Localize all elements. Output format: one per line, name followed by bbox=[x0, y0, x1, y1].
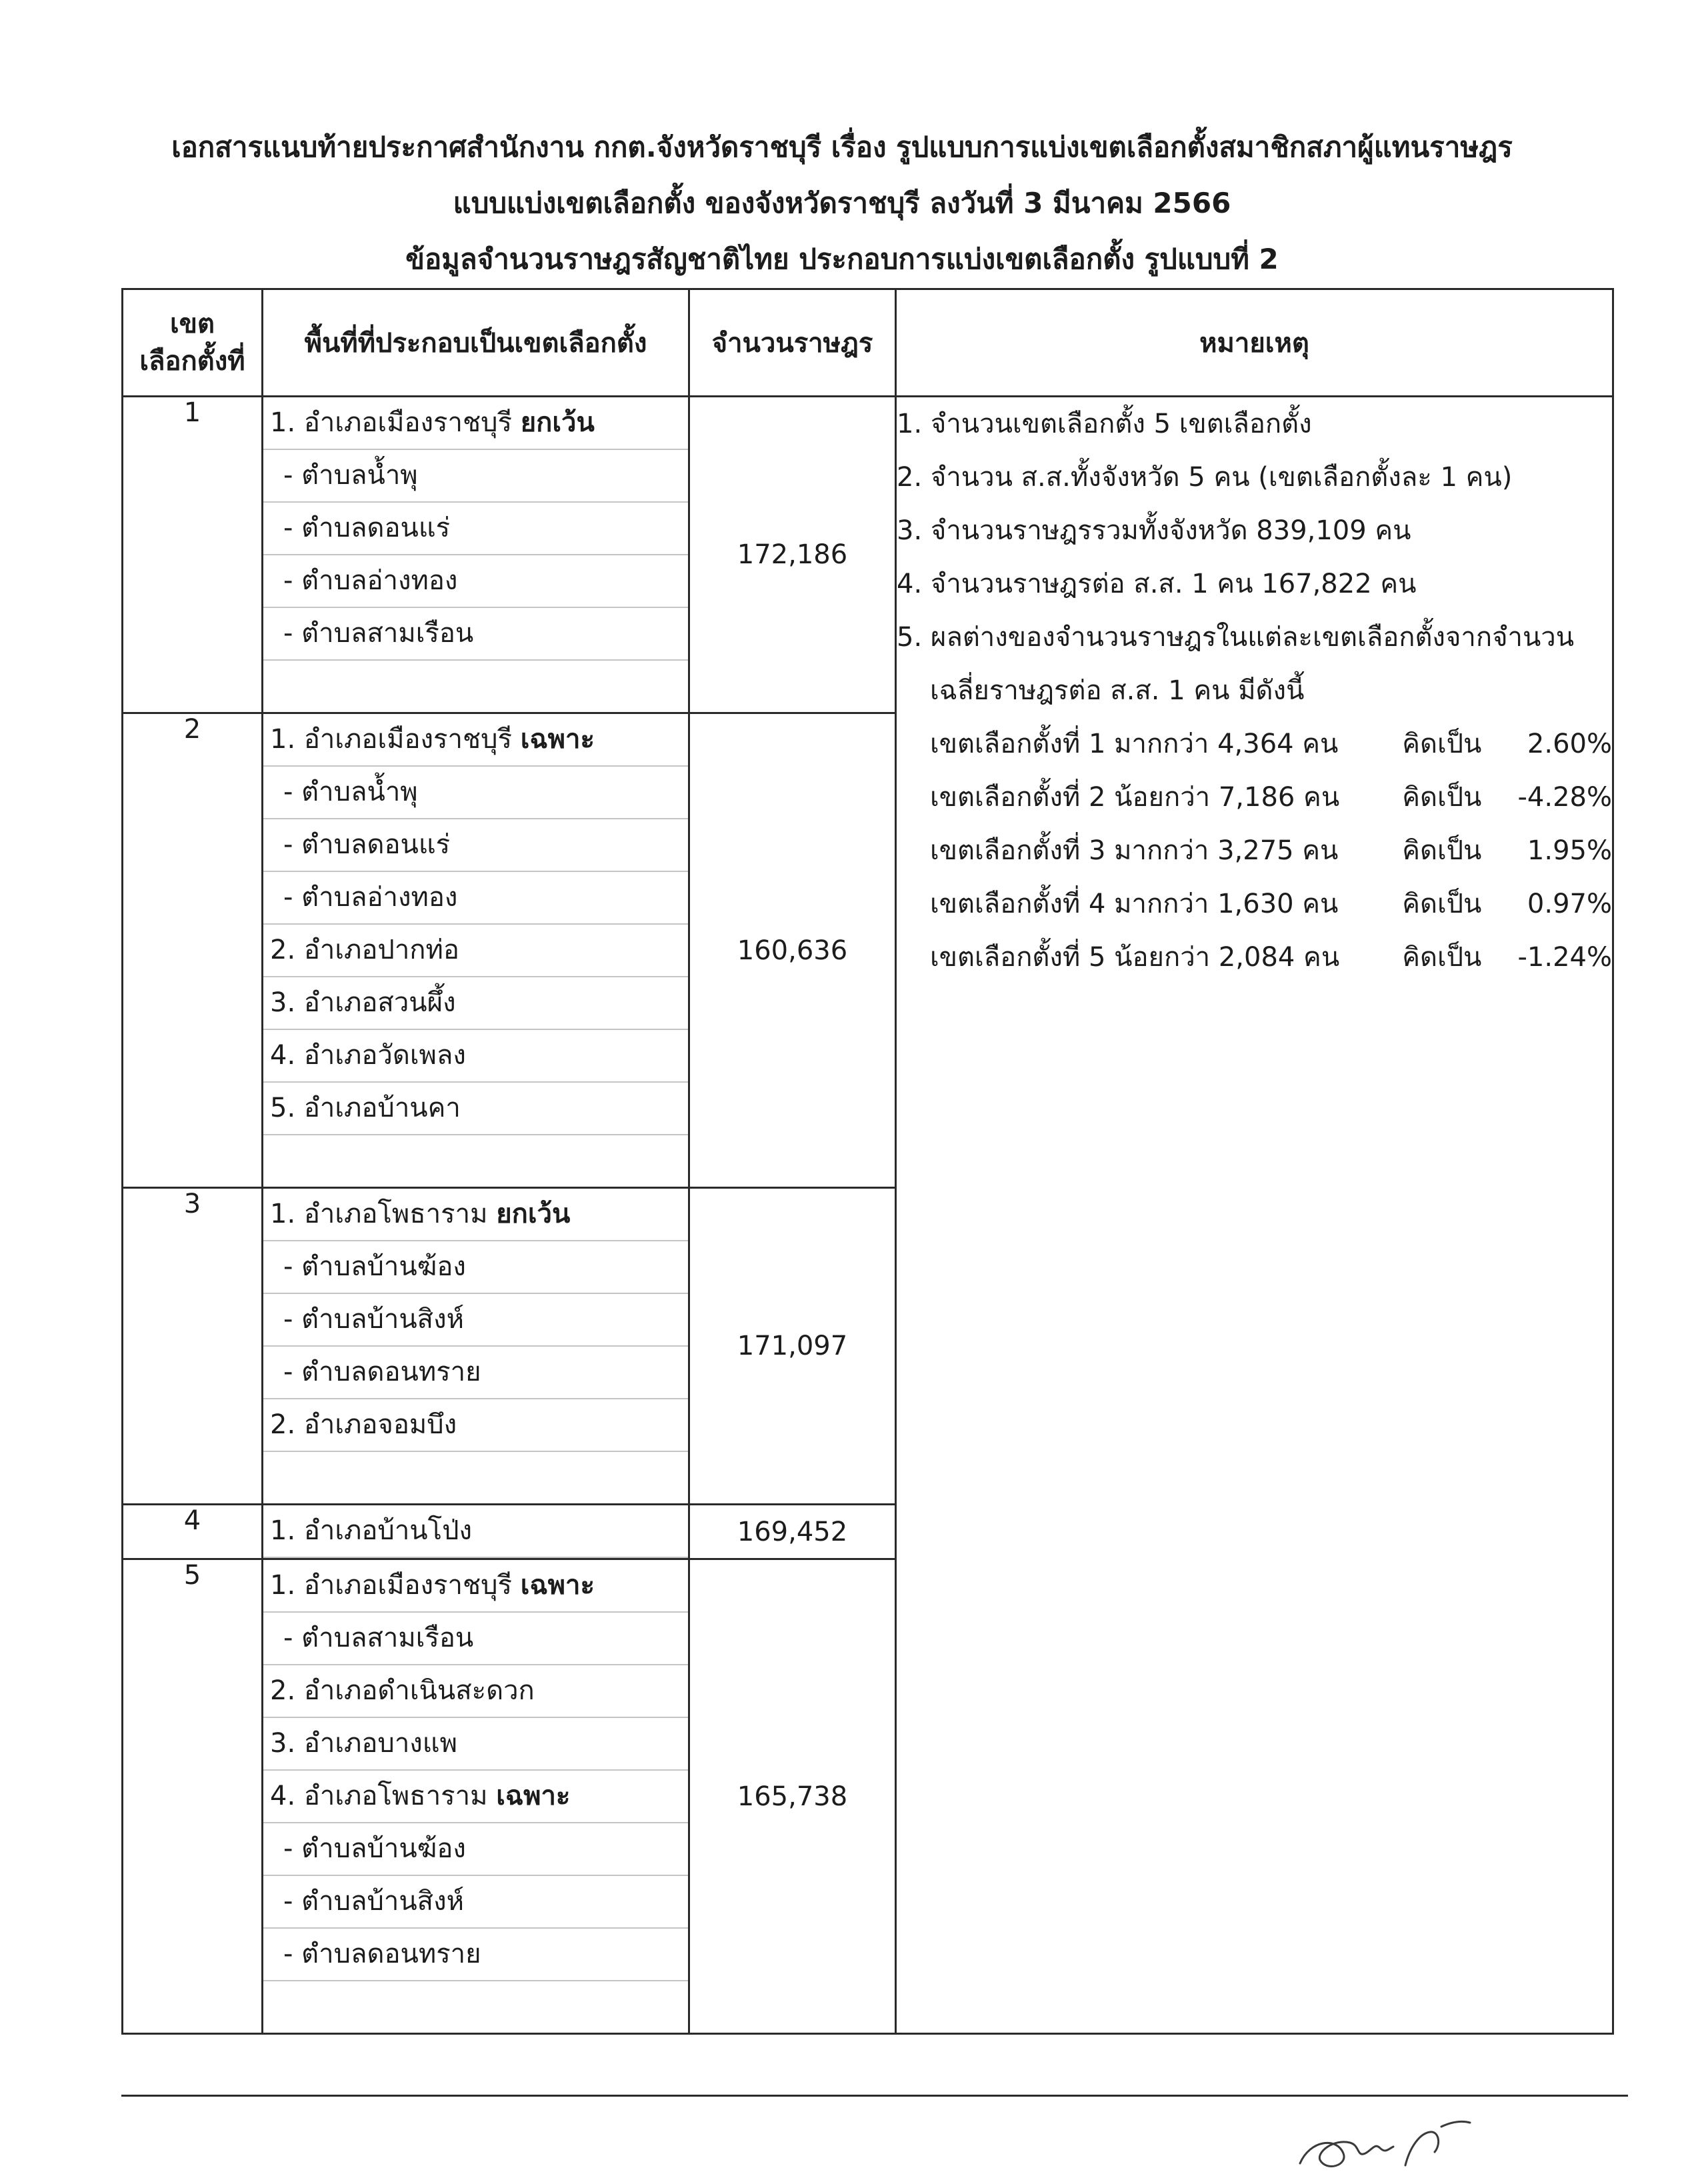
area-item-text: 4. อำเภอโพธาราม bbox=[270, 1781, 497, 1811]
area-item-text: 2. อำเภอปากท่อ bbox=[270, 935, 459, 965]
area-item-text: 5. อำเภอบ้านคา bbox=[270, 1093, 461, 1123]
area-item bbox=[263, 1241, 688, 1294]
area-item-text: - ตำบลบ้านฆ้อง bbox=[283, 1833, 466, 1864]
difference-row bbox=[897, 717, 1612, 771]
district-population: 160,636 bbox=[689, 713, 896, 1188]
difference-row bbox=[897, 771, 1612, 824]
district-area-cell bbox=[263, 1505, 689, 1559]
area-item-text: 4. อำเภอวัดเพลง bbox=[270, 1040, 466, 1071]
area-item bbox=[263, 925, 688, 977]
area-item bbox=[263, 1718, 688, 1771]
district-population: 169,452 bbox=[689, 1505, 896, 1559]
bottom-rule bbox=[121, 2095, 1628, 2097]
signature-mark bbox=[1287, 2100, 1500, 2180]
difference-row bbox=[897, 877, 1612, 931]
area-item bbox=[263, 1613, 688, 1665]
area-item bbox=[263, 397, 688, 450]
difference-text: เขตเลือกตั้งที่ 4 มากกว่า 1,630 คน bbox=[930, 889, 1339, 919]
area-item bbox=[263, 872, 688, 925]
notes-cell bbox=[896, 397, 1613, 2034]
district-population: 171,097 bbox=[689, 1188, 896, 1505]
area-blank-line bbox=[263, 1452, 688, 1503]
difference-percent-label: คิดเป็น bbox=[1402, 889, 1482, 919]
area-item-text: 1. อำเภอเมืองราชบุรี bbox=[270, 724, 521, 755]
area-item bbox=[263, 450, 688, 503]
district-number: 2 bbox=[123, 713, 263, 1188]
area-item bbox=[263, 1189, 688, 1241]
column-header-area: พื้นที่ที่ประกอบเป็นเขตเลือกตั้ง bbox=[263, 289, 689, 397]
area-item-qualifier: เฉพาะ bbox=[520, 724, 595, 755]
area-item-text: - ตำบลอ่างทอง bbox=[283, 882, 458, 913]
difference-text: เขตเลือกตั้งที่ 2 น้อยกว่า 7,186 คน bbox=[930, 782, 1340, 813]
area-item-text: 3. อำเภอสวนผึ้ง bbox=[270, 987, 456, 1018]
area-item bbox=[263, 1929, 688, 1981]
area-item-qualifier: เฉพาะ bbox=[496, 1781, 571, 1811]
area-blank-line bbox=[263, 1135, 688, 1187]
area-item-text: - ตำบลดอนแร่ bbox=[283, 513, 451, 543]
area-item-qualifier: เฉพาะ bbox=[520, 1570, 595, 1601]
difference-percent: -1.24% bbox=[1517, 942, 1612, 973]
difference-row bbox=[897, 931, 1612, 984]
difference-percent: -4.28% bbox=[1517, 782, 1612, 813]
note-item-continued: เฉลี่ยราษฎรต่อ ส.ส. 1 คน มีดังนี้ bbox=[930, 675, 1305, 706]
note-item: 1. จำนวนเขตเลือกตั้ง 5 เขตเลือกตั้ง bbox=[897, 409, 1312, 439]
area-item-text: - ตำบลดอนทราย bbox=[283, 1939, 481, 1969]
area-item-text: 1. อำเภอบ้านโป่ง bbox=[270, 1515, 473, 1546]
difference-text: เขตเลือกตั้งที่ 5 น้อยกว่า 2,084 คน bbox=[930, 942, 1340, 973]
difference-percent: 2.60% bbox=[1527, 729, 1612, 759]
area-item bbox=[263, 1347, 688, 1399]
difference-percent: 0.97% bbox=[1527, 889, 1612, 919]
district-population: 172,186 bbox=[689, 397, 896, 713]
document-title: เอกสารแนบท้ายประกาศสำนักงาน กกต.จังหวัดราชบุรี เรื่อง รูปแบบการแบ่งเขตเลือกตั้งสมาชิกสภาผู้แทนราษฎร bbox=[171, 131, 1513, 163]
area-item bbox=[263, 555, 688, 608]
area-item-text: - ตำบลน้ำพุ bbox=[283, 460, 418, 491]
district-number: 3 bbox=[123, 1188, 263, 1505]
area-item bbox=[263, 1823, 688, 1876]
note-item: 2. จำนวน ส.ส.ทั้งจังหวัด 5 คน (เขตเลือกตั้งละ 1 คน) bbox=[897, 462, 1513, 493]
area-item bbox=[263, 767, 688, 819]
districts-table bbox=[121, 288, 1614, 2035]
district-area-cell bbox=[263, 397, 689, 713]
area-item-text: 1. อำเภอโพธาราม bbox=[270, 1199, 497, 1229]
difference-row bbox=[897, 824, 1612, 877]
area-item bbox=[263, 1083, 688, 1135]
area-item-text: 2. อำเภอดำเนินสะดวก bbox=[270, 1675, 535, 1706]
district-area-cell bbox=[263, 1188, 689, 1505]
area-item-text: - ตำบลดอนทราย bbox=[283, 1357, 481, 1387]
difference-text: เขตเลือกตั้งที่ 1 มากกว่า 4,364 คน bbox=[930, 729, 1339, 759]
note-item: 3. จำนวนราษฎรรวมทั้งจังหวัด 839,109 คน bbox=[897, 515, 1411, 546]
area-item-qualifier: ยกเว้น bbox=[520, 407, 595, 438]
document-subtitle: แบบแบ่งเขตเลือกตั้ง ของจังหวัดราชบุรี ลงวันที่ 3 มีนาคม 2566 bbox=[453, 187, 1231, 219]
area-item-text: 1. อำเภอเมืองราชบุรี bbox=[270, 407, 521, 438]
area-blank-line bbox=[263, 1981, 688, 2033]
column-header-district-line1: เขต bbox=[170, 309, 215, 339]
area-item-qualifier: ยกเว้น bbox=[496, 1199, 571, 1229]
area-item bbox=[263, 1505, 688, 1558]
area-item bbox=[263, 1294, 688, 1347]
area-item bbox=[263, 1876, 688, 1929]
table-body bbox=[123, 397, 1613, 2034]
table-caption: ข้อมูลจำนวนราษฎรสัญชาติไทย ประกอบการแบ่งเขตเลือกตั้ง รูปแบบที่ 2 bbox=[405, 243, 1279, 275]
area-item bbox=[263, 1399, 688, 1452]
area-item bbox=[263, 1030, 688, 1083]
area-item bbox=[263, 1560, 688, 1613]
district-population: 165,738 bbox=[689, 1559, 896, 2034]
area-blank-line bbox=[263, 661, 688, 712]
table-row bbox=[123, 397, 1613, 713]
column-header-population: จำนวนราษฎร bbox=[689, 289, 896, 397]
area-item bbox=[263, 1665, 688, 1718]
area-item-text: 3. อำเภอบางแพ bbox=[270, 1728, 457, 1759]
table-header-row bbox=[123, 289, 1613, 397]
district-number: 5 bbox=[123, 1559, 263, 2034]
note-item: 4. จำนวนราษฎรต่อ ส.ส. 1 คน 167,822 คน bbox=[897, 569, 1417, 599]
district-number: 4 bbox=[123, 1505, 263, 1559]
area-item-text: - ตำบลน้ำพุ bbox=[283, 777, 418, 807]
district-area-cell bbox=[263, 1559, 689, 2034]
district-area-cell bbox=[263, 713, 689, 1188]
area-item-text: - ตำบลบ้านฆ้อง bbox=[283, 1251, 466, 1282]
area-item-text: - ตำบลสามเรือน bbox=[283, 1623, 474, 1653]
note-item: 5. ผลต่างของจำนวนราษฎรในแต่ละเขตเลือกตั้งจากจำนวน bbox=[897, 622, 1575, 653]
area-item-text: - ตำบลอ่างทอง bbox=[283, 565, 458, 596]
area-item-text: 1. อำเภอเมืองราชบุรี bbox=[270, 1570, 521, 1601]
difference-percent: 1.95% bbox=[1527, 835, 1612, 866]
area-item bbox=[263, 977, 688, 1030]
area-item-text: 2. อำเภอจอมบึง bbox=[270, 1409, 457, 1440]
difference-text: เขตเลือกตั้งที่ 3 มากกว่า 3,275 คน bbox=[930, 835, 1339, 866]
column-header-district bbox=[123, 289, 263, 397]
difference-percent-label: คิดเป็น bbox=[1402, 782, 1482, 813]
column-header-notes: หมายเหตุ bbox=[896, 289, 1613, 397]
difference-percent-label: คิดเป็น bbox=[1402, 835, 1482, 866]
area-item bbox=[263, 819, 688, 872]
difference-percent-label: คิดเป็น bbox=[1402, 729, 1482, 759]
area-item-text: - ตำบลบ้านสิงห์ bbox=[283, 1304, 464, 1335]
area-item-text: - ตำบลบ้านสิงห์ bbox=[283, 1886, 464, 1917]
difference-percent-label: คิดเป็น bbox=[1402, 942, 1482, 973]
area-item bbox=[263, 714, 688, 767]
area-item bbox=[263, 608, 688, 661]
area-item-text: - ตำบลดอนแร่ bbox=[283, 829, 451, 860]
area-item-text: - ตำบลสามเรือน bbox=[283, 618, 474, 649]
district-number: 1 bbox=[123, 397, 263, 713]
area-item bbox=[263, 1771, 688, 1823]
column-header-district-line2: เลือกตั้งที่ bbox=[139, 346, 245, 377]
area-item bbox=[263, 503, 688, 555]
